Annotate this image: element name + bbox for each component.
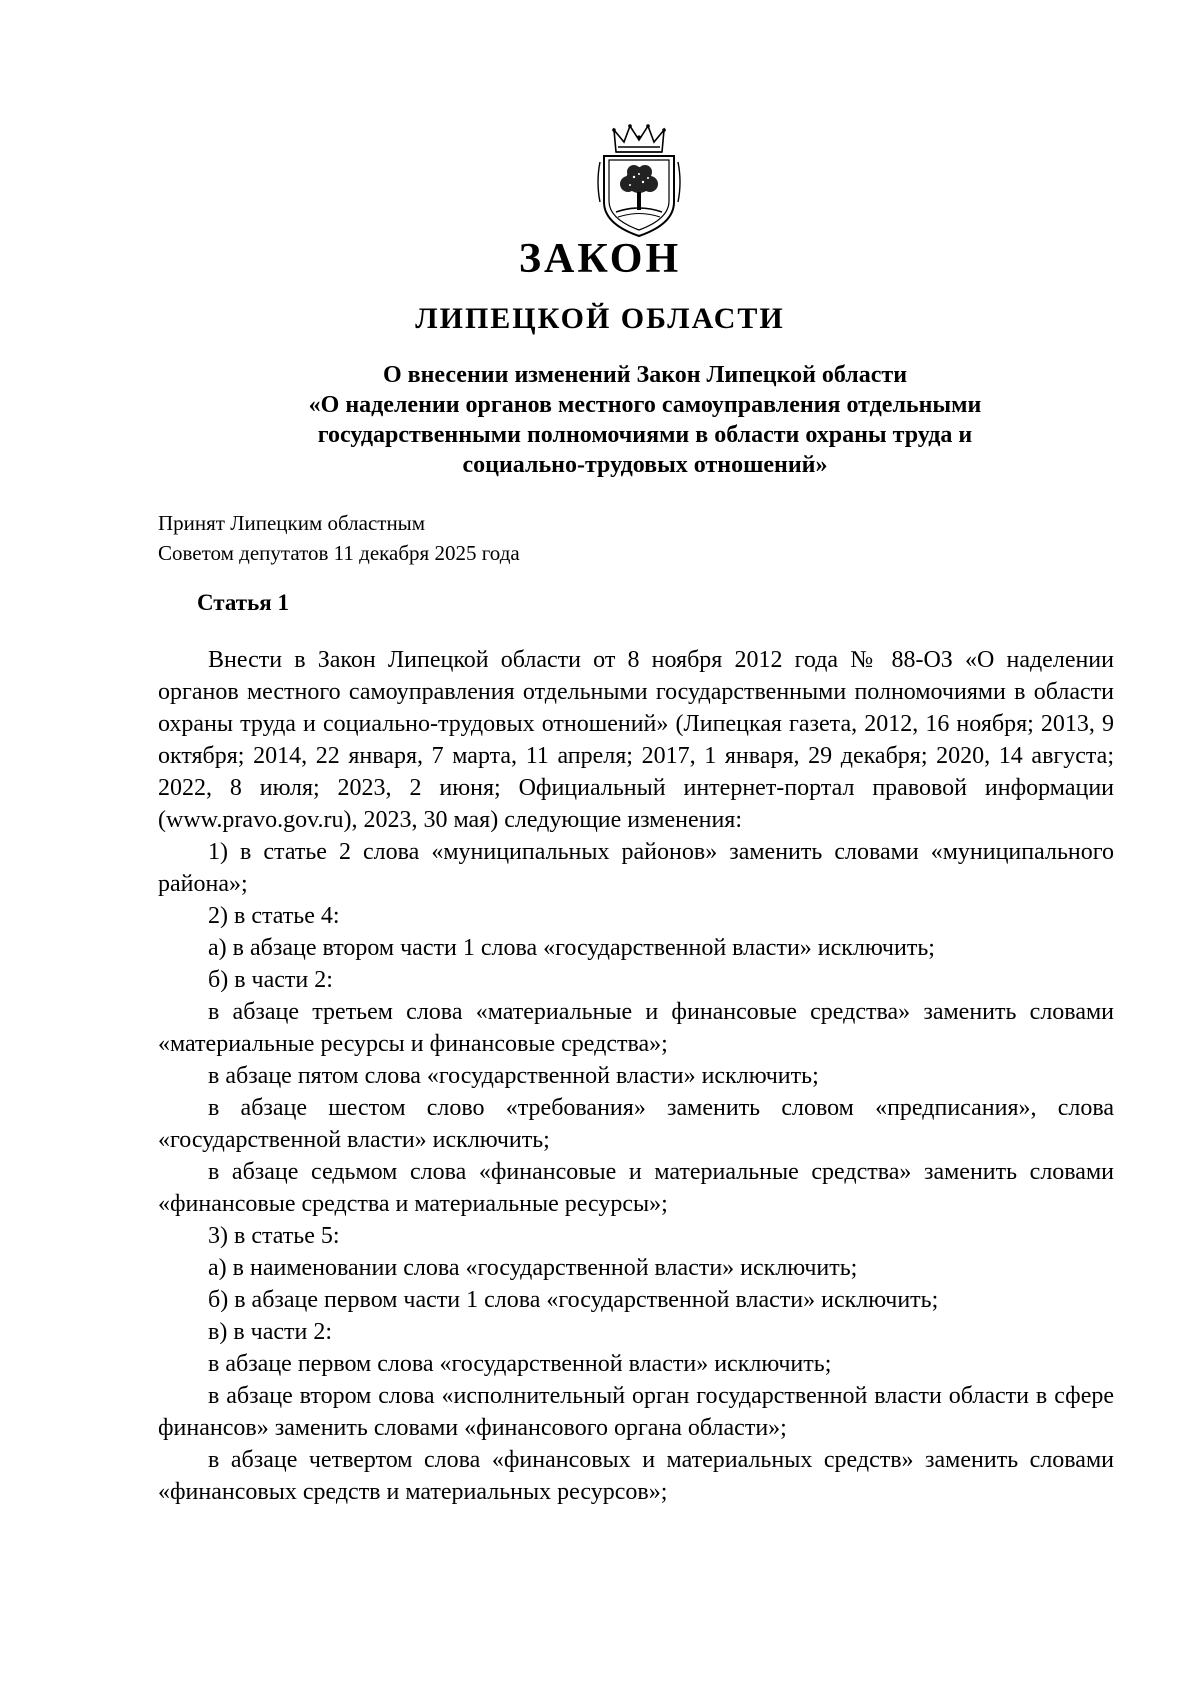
paragraph: в абзаце третьем слова «материальные и финансовые средства» заменить словами «материальные ресурсы и финансовые средства»; xyxy=(158,999,1114,1057)
article-title: Статья 1 xyxy=(197,590,289,615)
paragraph: в абзаце пятом слова «государственной власти» исключить; xyxy=(208,1063,819,1089)
heading-line: социально-трудовых отношений» xyxy=(462,452,828,478)
article-body xyxy=(158,644,1114,1508)
paragraph: 3) в статье 5: xyxy=(208,1223,340,1249)
heading-line: государственными полномочиями в области охраны труда и xyxy=(317,422,973,448)
paragraph: а) в наименовании слова «государственной власти» исключить; xyxy=(208,1255,858,1281)
adoption-note xyxy=(158,508,520,568)
paragraph: в абзаце втором слова «исполнительный орган государственной власти области в сфере финансов» заменить словами «финансового органа области»; xyxy=(158,1383,1114,1441)
heading-line: О внесении изменений Закон Липецкой области xyxy=(382,362,908,388)
paragraph: в) в части 2: xyxy=(208,1319,333,1345)
adoption-line: Принят Липецким областным xyxy=(158,511,426,535)
coat-of-arms-icon xyxy=(596,122,682,240)
law-heading xyxy=(230,360,1060,480)
paragraph: б) в абзаце первом части 1 слова «государственной власти» исключить; xyxy=(208,1287,939,1313)
law-region-subtitle: ЛИПЕЦКОЙ ОБЛАСТИ xyxy=(415,302,785,335)
law-title: ЗАКОН xyxy=(518,236,682,282)
paragraph: в абзаце седьмом слова «финансовые и материальные средства» заменить словами «финансовые средства и материальные ресурсы»; xyxy=(158,1159,1114,1217)
paragraph: б) в части 2: xyxy=(208,967,333,993)
paragraph: 2) в статье 4: xyxy=(208,903,340,929)
paragraph: в абзаце четвертом слова «финансовых и материальных средств» заменить словами «финансовых средств и материальных ресурсов»; xyxy=(158,1447,1114,1505)
paragraph: в абзаце первом слова «государственной власти» исключить; xyxy=(208,1351,832,1377)
heading-line: «О наделении органов местного самоуправления отдельными xyxy=(308,392,982,418)
adoption-line: Советом депутатов 11 декабря 2025 года xyxy=(158,541,520,565)
paragraph: а) в абзаце втором части 1 слова «государственной власти» исключить; xyxy=(208,935,935,961)
paragraph: в абзаце шестом слово «требования» заменить словом «предписания», слова «государственной власти» исключить; xyxy=(158,1095,1114,1153)
paragraph: Внести в Закон Липецкой области от 8 ноября 2012 года № 88-ОЗ «О наделении органов местного самоуправления отдельными государственными полномочиями в области охраны труда и социально-трудовых отношений» (Липецкая газета, 2012, 16 ноября; 2013, 9 октября; 2014, 22 января, 7 марта, 11 апреля; 2017, 1 января, 29 декабря; 2020, 14 августа; 2022, 8 июля; 2023, 2 июня; Официальный интернет-портал правовой информации (www.pravo.gov.ru), 2023, 30 мая) следующие изменения: xyxy=(158,647,1114,833)
paragraph: 1) в статье 2 слова «муниципальных районов» заменить словами «муниципального района»; xyxy=(158,839,1114,897)
